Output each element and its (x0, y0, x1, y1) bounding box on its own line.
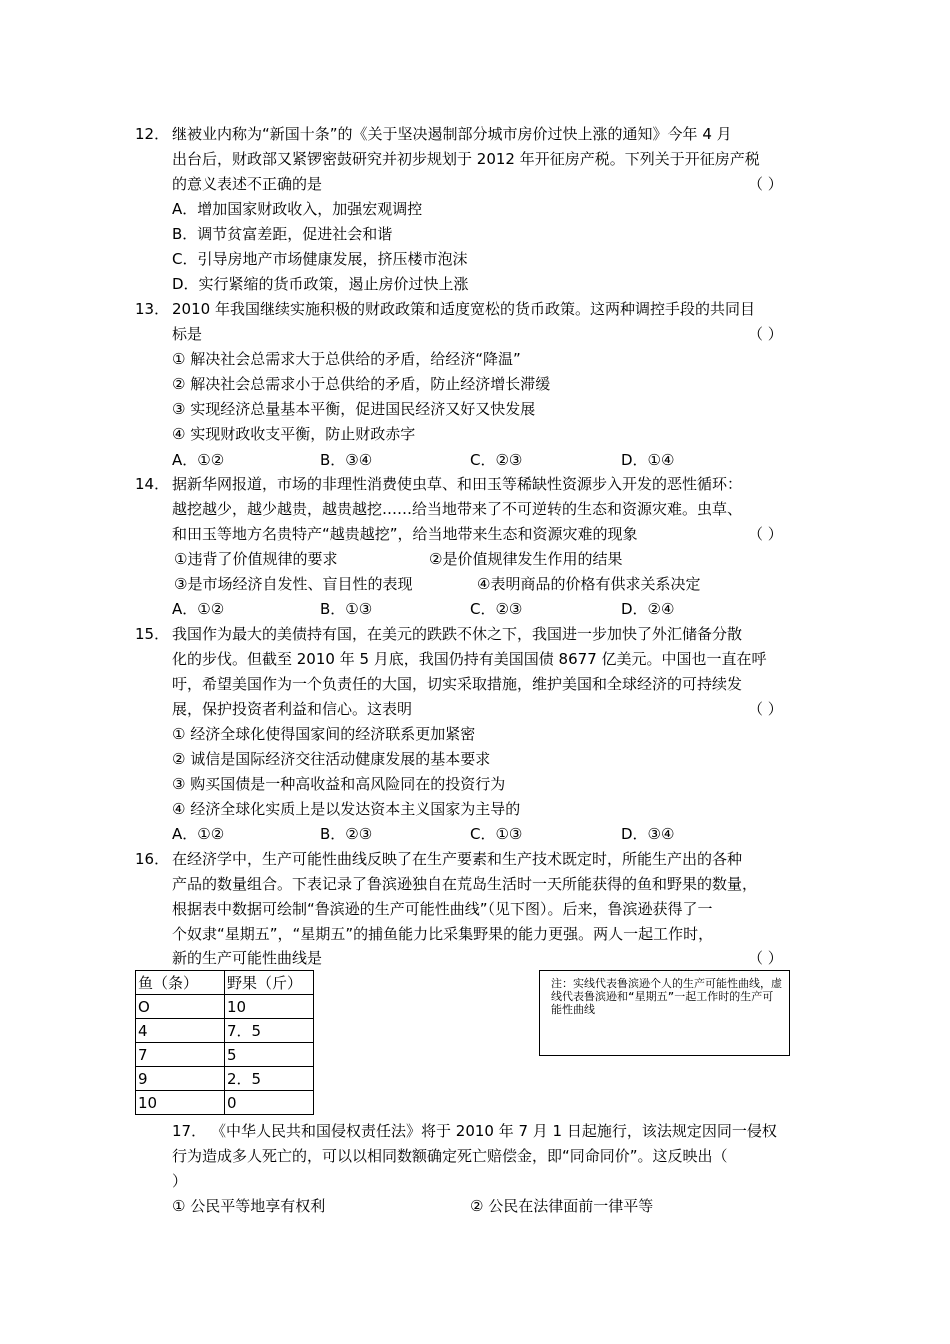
question-number: 16． (135, 850, 170, 868)
statement-item: ② 诚信是国际经济交往活动健康发展的基本要求 (172, 750, 491, 768)
table-header: 野果（斤） (225, 971, 314, 995)
question-text-line: 越挖越少，越少越贵，越贵越挖……给当地带来了不可逆转的生态和资源灾难。虫草、 (172, 500, 743, 518)
option-b: B．③④ (320, 451, 373, 469)
question-text-line: 展，保护投资者利益和信心。这表明 (172, 700, 413, 718)
question-text-line: 《中华人民共和国侵权责任法》将于 2010 年 7 月 1 日起施行，该法规定因同一侵权 (211, 1122, 777, 1140)
option-d: D．①④ (621, 451, 675, 469)
table-cell: 5 (225, 1043, 314, 1067)
statement-item: ④表明商品的价格有供求关系决定 (477, 575, 701, 593)
question-text-line: 新的生产可能性曲线是 (172, 949, 323, 967)
question-text-line: 行为造成多人死亡的，可以以相同数额确定死亡赔偿金，即“同命同价”。这反映出（ (172, 1147, 728, 1165)
table-cell: 10 (225, 995, 314, 1019)
question-text-line: 和田玉等地方名贵特产“越贵越挖”，给当地带来生态和资源灾难的现象 (172, 525, 638, 543)
option-a: A．①② (172, 825, 225, 843)
table-cell: 2．5 (225, 1067, 314, 1091)
question-text-line: ） (172, 1172, 188, 1190)
statement-item: ① 经济全球化使得国家间的经济联系更加紧密 (172, 725, 476, 743)
question-text-line: 2010 年我国继续实施积极的财政政策和适度宽松的货币政策。这两种调控手段的共同目 (172, 300, 755, 318)
answer-blank: （ ） (748, 949, 783, 967)
table-row (136, 1091, 314, 1115)
option-c: C．②③ (470, 600, 523, 618)
table-row (136, 1067, 314, 1091)
statement-item: ②是价值规律发生作用的结果 (429, 550, 623, 568)
fish-fruit-table (135, 970, 314, 1115)
statement-item: ① 公民平等地享有权利 (172, 1197, 326, 1215)
option-b: B．②③ (320, 825, 373, 843)
option-a: A．增加国家财政收入，加强宏观调控 (172, 200, 423, 218)
table-cell: 4 (136, 1019, 225, 1043)
table-cell: O (136, 995, 225, 1019)
question-text-line: 根据表中数据可绘制“鲁滨逊的生产可能性曲线”（见下图）。后来，鲁滨逊获得了一 (172, 900, 713, 918)
option-a: A．①② (172, 600, 225, 618)
statement-item: ① 解决社会总需求大于总供给的矛盾，给经济“降温” (172, 350, 521, 368)
option-d: D．③④ (621, 825, 675, 843)
question-number: 15． (135, 625, 170, 643)
table-cell: 7 (136, 1043, 225, 1067)
option-d: D．②④ (621, 600, 675, 618)
question-number: 12． (135, 125, 170, 143)
question-text-line: 产品的数量组合。下表记录了鲁滨逊独自在荒岛生活时一天所能获得的鱼和野果的数量， (172, 875, 758, 893)
table-cell: 10 (136, 1091, 225, 1115)
option-c: C．②③ (470, 451, 523, 469)
question-number: 17． (172, 1122, 207, 1140)
statement-item: ③ 购买国债是一种高收益和高风险同在的投资行为 (172, 775, 506, 793)
question-text-line: 出台后，财政部又紧锣密鼓研究并初步规划于 2012 年开征房产税。下列关于开征房产税 (172, 150, 760, 168)
option-b: B．①③ (320, 600, 373, 618)
question-text-line: 吁，希望美国作为一个负责任的大国，切实采取措施，维护美国和全球经济的可持续发 (172, 675, 743, 693)
table-cell: 7．5 (225, 1019, 314, 1043)
question-text-line: 在经济学中，生产可能性曲线反映了在生产要素和生产技术既定时，所能生产出的各种 (172, 850, 743, 868)
option-d: D．实行紧缩的货币政策，遏止房价过快上涨 (172, 275, 469, 293)
statement-item: ② 公民在法律面前一律平等 (470, 1197, 654, 1215)
answer-blank: （ ） (748, 700, 783, 718)
statement-item: ④ 经济全球化实质上是以发达资本主义国家为主导的 (172, 800, 521, 818)
question-text-line: 据新华网报道，市场的非理性消费使虫草、和田玉等稀缺性资源步入开发的恶性循环： (172, 475, 743, 493)
option-c: C．①③ (470, 825, 523, 843)
question-text-line: 个奴隶“星期五”，“星期五”的捕鱼能力比采集野果的能力更强。两人一起工作时， (172, 925, 714, 943)
table-cell: 9 (136, 1067, 225, 1091)
answer-blank: （ ） (748, 525, 783, 543)
statement-item: ①违背了价值规律的要求 (174, 550, 338, 568)
table-row (136, 1019, 314, 1043)
table-header: 鱼（条） (136, 971, 225, 995)
table-cell: 0 (225, 1091, 314, 1115)
statement-item: ③ 实现经济总量基本平衡，促进国民经济又好又快发展 (172, 400, 536, 418)
curve-note-box: 注：实线代表鲁滨逊个人的生产可能性曲线，虚线代表鲁滨逊和“星期五”一起工作时的生产可能性曲线 (539, 970, 790, 1056)
question-text-line: 的意义表述不正确的是 (172, 175, 323, 193)
question-text-line: 标是 (172, 325, 203, 343)
statement-item: ② 解决社会总需求小于总供给的矛盾，防止经济增长滞缓 (172, 375, 551, 393)
option-c: C．引导房地产市场健康发展，挤压楼市泡沫 (172, 250, 468, 268)
answer-blank: （ ） (748, 325, 783, 343)
question-text-line: 化的步伐。但截至 2010 年 5 月底，我国仍持有美国国债 8677 亿美元。中国也一直在呼 (172, 650, 767, 668)
answer-blank: （ ） (748, 175, 783, 193)
statement-item: ④ 实现财政收支平衡，防止财政赤字 (172, 425, 416, 443)
table-header-row (136, 971, 314, 995)
statement-item: ③是市场经济自发性、盲目性的表现 (174, 575, 413, 593)
question-text-line: 继被业内称为“新国十条”的《关于坚决遏制部分城市房价过快上涨的通知》今年 4 月 (172, 125, 732, 143)
option-b: B．调节贫富差距，促进社会和谐 (172, 225, 393, 243)
question-number: 14． (135, 475, 170, 493)
option-a: A．①② (172, 451, 225, 469)
question-text-line: 我国作为最大的美债持有国，在美元的跌跌不休之下，我国进一步加快了外汇储备分散 (172, 625, 743, 643)
table-row (136, 1043, 314, 1067)
question-number: 13． (135, 300, 170, 318)
table-row (136, 995, 314, 1019)
